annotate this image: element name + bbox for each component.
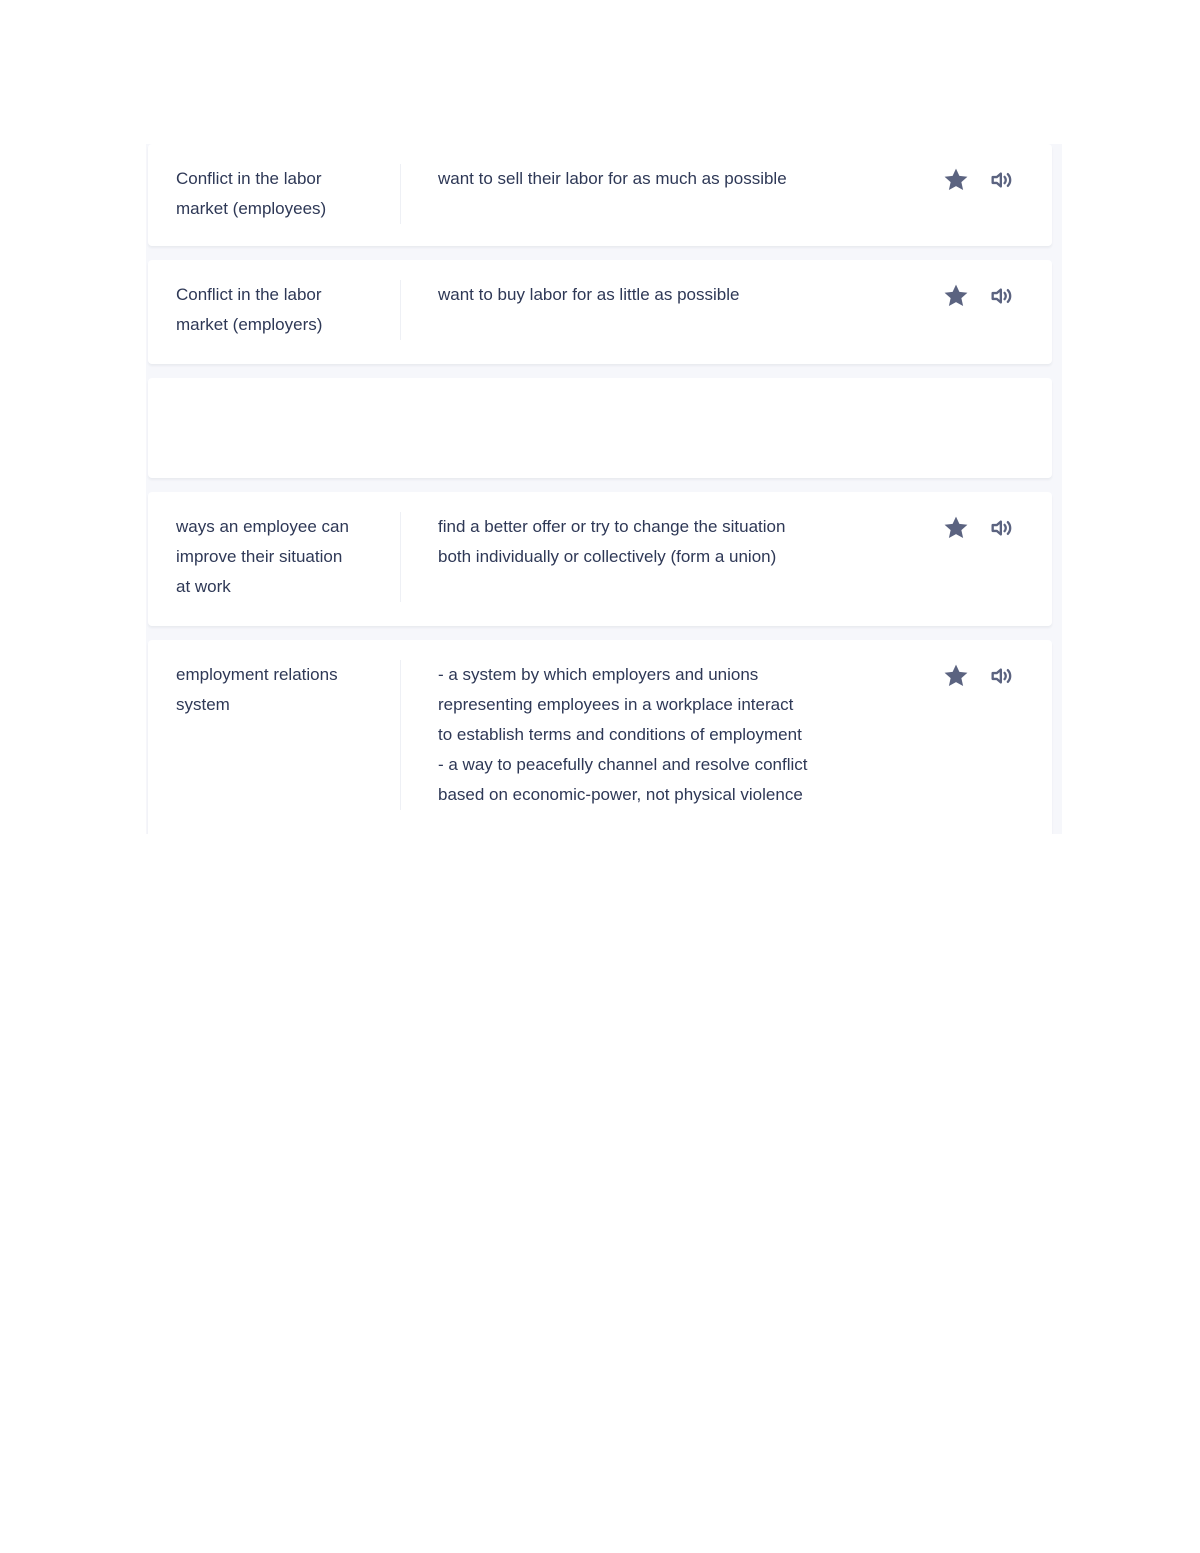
star-button[interactable] (942, 282, 970, 310)
card-definition: want to buy labor for as little as possible (438, 285, 740, 304)
star-icon (942, 662, 970, 690)
flashcard-row (148, 492, 1052, 626)
card-definition: want to sell their labor for as much as possible (438, 169, 787, 188)
card-definition: - a system by which employers and unions representing employees in a workplace interact to establish terms and conditions of employment - a way to peacefully channel and resolve conflict based on economic-power, not physical violence (438, 665, 808, 804)
card-definition: find a better offer or try to change the situation both individually or collectively (form a union) (438, 517, 786, 566)
audio-button[interactable] (988, 166, 1016, 194)
audio-button[interactable] (988, 514, 1016, 542)
star-icon (942, 282, 970, 310)
card-term: Conflict in the labor market (employees) (176, 169, 327, 218)
card-divider (400, 660, 401, 810)
audio-icon (988, 282, 1016, 310)
audio-icon (988, 166, 1016, 194)
flashcard-row (148, 144, 1052, 246)
audio-icon (988, 662, 1016, 690)
star-button[interactable] (942, 166, 970, 194)
audio-button[interactable] (988, 662, 1016, 690)
card-term: Conflict in the labor market (employers) (176, 285, 323, 334)
card-term: employment relations system (176, 665, 338, 714)
star-icon (942, 166, 970, 194)
empty-card (148, 378, 1052, 478)
card-term: ways an employee can improve their situation at work (176, 517, 349, 596)
star-button[interactable] (942, 662, 970, 690)
audio-button[interactable] (988, 282, 1016, 310)
card-divider (400, 512, 401, 602)
audio-icon (988, 514, 1016, 542)
flashcard-list (146, 144, 1062, 834)
card-divider (400, 280, 401, 340)
card-divider (400, 164, 401, 224)
flashcard-row (148, 640, 1052, 834)
flashcard-row (148, 260, 1052, 364)
star-button[interactable] (942, 514, 970, 542)
star-icon (942, 514, 970, 542)
